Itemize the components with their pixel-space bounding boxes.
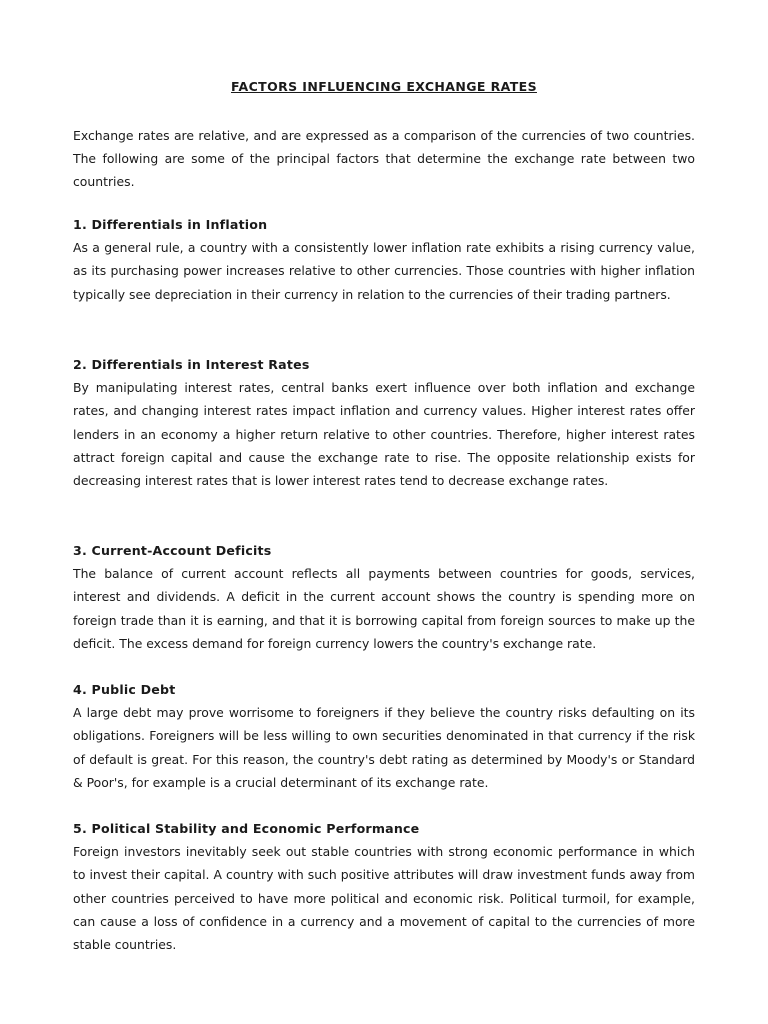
section-heading: 4. Public Debt bbox=[73, 682, 176, 697]
section-heading: 2. Differentials in Interest Rates bbox=[73, 357, 310, 372]
section-current-account bbox=[73, 539, 695, 655]
section-political-stability bbox=[73, 817, 695, 956]
section-body: As a general rule, a country with a consistently lower inflation rate exhibits a rising currency value, as its purchasing power increases relative to other currencies. Those countries with higher inflation typically see depreciation in their currency in relation to the currencies of their trading partners. bbox=[73, 240, 695, 302]
section-inflation bbox=[73, 213, 695, 306]
section-public-debt bbox=[73, 678, 695, 794]
section-body: Foreign investors inevitably seek out stable countries with strong economic performance in which to invest their capital. A country with such positive attributes will draw investment funds away from other countries perceived to have more political and economic risk. Political turmoil, for example, can cause a loss of confidence in a currency and a movement of capital to the currencies of more stable countries. bbox=[73, 844, 695, 953]
section-heading: 5. Political Stability and Economic Performance bbox=[73, 821, 420, 836]
section-body: The balance of current account reflects all payments between countries for goods, services, interest and dividends. A deficit in the current account shows the country is spending more on foreign trade than it is earning, and that it is borrowing capital from foreign sources to make up the deficit. The excess demand for foreign currency lowers the country's exchange rate. bbox=[73, 566, 695, 651]
section-body: By manipulating interest rates, central banks exert influence over both inflation and exchange rates, and changing interest rates impact inflation and currency values. Higher interest rates offer lenders in an economy a higher return relative to other countries. Therefore, higher interest rates attract foreign capital and cause the exchange rate to rise. The opposite relationship exists for decreasing interest rates that is lower interest rates tend to decrease exchange rates. bbox=[73, 380, 695, 489]
section-heading: 3. Current-Account Deficits bbox=[73, 543, 272, 558]
document-page bbox=[73, 0, 695, 1024]
document-title: FACTORS INFLUENCING EXCHANGE RATES bbox=[231, 79, 537, 94]
section-body: A large debt may prove worrisome to foreigners if they believe the country risks defaulting on its obligations. Foreigners will be less willing to own securities denominated in that currency if the risk of default is great. For this reason, the country's debt rating as determined by Moody's or Standard & Poor's, for example is a crucial determinant of its exchange rate. bbox=[73, 705, 695, 790]
section-interest-rates bbox=[73, 353, 695, 492]
intro-paragraph: Exchange rates are relative, and are expressed as a comparison of the currencies of two countries. The following are some of the principal factors that determine the exchange rate between two countries. bbox=[73, 128, 695, 190]
section-heading: 1. Differentials in Inflation bbox=[73, 217, 268, 232]
